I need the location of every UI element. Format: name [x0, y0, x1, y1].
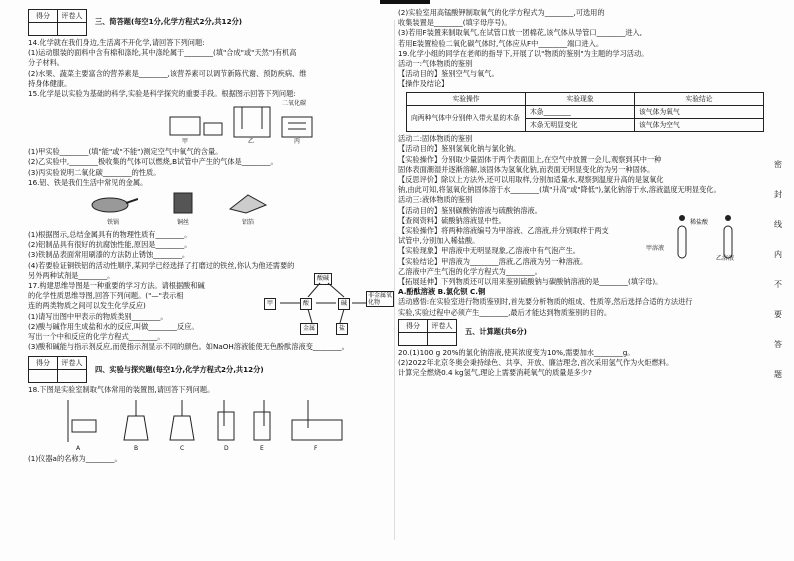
q16-figure	[88, 190, 394, 228]
table-header: 实验结论	[635, 92, 764, 105]
section3-header	[28, 9, 394, 36]
fig-label-c: C	[180, 444, 185, 452]
map-node-salt: 盐	[336, 323, 348, 335]
fig-label-wok: 铁锅	[106, 218, 119, 226]
q18-line: (1)仪器a的名称为________。	[28, 453, 122, 463]
seal-char: 答	[774, 340, 782, 349]
seal-char: 题	[774, 370, 782, 379]
q15-stem: 15.化学是以实验为基础的科学,实验是科学探究的重要手段。根据图示回答下列问题:	[28, 89, 296, 99]
right-column	[398, 8, 778, 379]
fig-label-co2: 二氧化碳	[282, 100, 307, 108]
score-box	[28, 356, 87, 383]
fig-label-b: B	[134, 444, 139, 452]
section5-header	[398, 319, 778, 346]
q19-line: 【拓展延伸】下列物质还可以用来鉴别硫酸钠与碳酸钠溶液的是________(填字母)。	[398, 277, 663, 287]
seal-char: 封	[774, 190, 782, 199]
q19-line: 【活动目的】鉴别氢氧化钠与氯化钠。	[398, 144, 521, 154]
q15-line: (1)甲实验________(填"能"或"不能")测定空气中氧气的含量。	[28, 147, 223, 157]
grader-label: 评卷人	[428, 319, 457, 332]
fig-label-bing: 丙	[294, 138, 301, 146]
q18-continued	[398, 8, 778, 49]
seal-char: 不	[774, 280, 782, 289]
section5-title: 五、计算题(共6分)	[465, 327, 527, 337]
q14-line: 分子材料。	[28, 58, 64, 68]
q19-activities	[398, 134, 778, 318]
q16-stem: 16.铝、铁是我们生活中常见的金属。	[28, 177, 148, 187]
map-node-metal: 金属	[300, 323, 318, 335]
q19-line: 【活动目的】鉴别碳酸钠溶液与硫酸钠溶液。	[398, 205, 542, 215]
q20	[398, 348, 778, 379]
q17-line: 17.构建思维导图是一种重要的学习方法。请根据酸和碱	[28, 281, 205, 291]
table-row	[407, 105, 764, 118]
q18-stem: 18.下图是实验室制取气体常用的装置图,请回答下列问题。	[28, 385, 215, 395]
left-column	[28, 8, 394, 464]
q14-line: (1)运动服装的面料中含有棉和涤纶,其中涤纶属于________(填"合成"或"天然")有机高	[28, 48, 297, 58]
section3-title: 三、简答题(每空1分,化学方程式2分,共12分)	[95, 17, 243, 27]
q18-apparatus-illustration	[58, 396, 358, 446]
q19-line: 活动三:液体物质的鉴别	[398, 195, 473, 205]
q15-questions	[28, 147, 394, 178]
q17-line: 写出一个中和反应的化学方程式________。	[28, 332, 165, 342]
fig-label-foil: 铝箔	[241, 218, 254, 226]
wok-figure	[88, 191, 138, 228]
fig-label-copper: 铜丝	[176, 218, 189, 226]
grader-cell[interactable]	[428, 332, 457, 345]
fig-label-yi: 乙	[248, 138, 255, 146]
q18-line: (3)若用F装置来制取氧气,在试管口放一团棉花,该气体从导管口________进入,	[398, 28, 642, 38]
score-label: 得分	[399, 319, 428, 332]
q14	[28, 38, 394, 89]
q17-line: (1)请写出图中甲表示的物质类别________。	[28, 311, 168, 321]
table-cell: 木条无明显变化	[526, 119, 635, 132]
score-box	[28, 9, 87, 36]
q19-line: 乙溶液中产生气泡的化学方程式为________。	[398, 266, 542, 276]
q16-line: (2)铝制品具有很好的抗腐蚀性能,原因是________。	[28, 240, 192, 250]
q19-line: 【查阅资料】硫酸钠溶液显中性。	[398, 215, 506, 225]
q15-line: (2)乙实验中,________极收集的气体可以燃烧,B试管中产生的气体是________。	[28, 157, 278, 167]
q18-figure	[58, 396, 394, 454]
q17-line: (3)酸和碱能与指示剂反应,而使指示剂显示不同的颜色。如NaOH溶液能使无色酚酞溶液变________。	[28, 342, 349, 352]
q19-line: 【实验操作】将两种溶液编号为甲溶液、乙溶液,并分别取样于两支	[398, 226, 609, 236]
test-tube-figure	[646, 212, 748, 263]
q17-line: 的化学性质思维导图,回答下列问题。("—"表示相	[28, 291, 184, 301]
page-top-mark	[380, 0, 430, 4]
q15-figure	[168, 99, 394, 147]
map-node-acid: 酸	[300, 298, 312, 310]
q20-line: (2)2022年北京冬奥会秉持绿色、共享、开放、廉洁理念,首次采用氢气作为火炬燃料。	[398, 358, 674, 368]
q19-line: 【活动目的】鉴别空气与氧气。	[398, 69, 499, 79]
grader-label: 评卷人	[58, 357, 87, 370]
section4-title: 四、实验与探究题(每空1分,化学方程式2分,共12分)	[95, 364, 264, 374]
fig-label-jia-solution: 甲溶液	[646, 245, 665, 253]
q19-line: 【操作及结论】	[398, 79, 449, 89]
q20-line: 20.(1)100 g 20%的氯化钠溶液,使其浓度变为10%,需要加水________g。	[398, 347, 635, 357]
copper-wire-figure	[168, 191, 198, 228]
score-box	[398, 319, 457, 346]
section4-header	[28, 356, 394, 383]
fig-label-e: E	[260, 444, 264, 452]
q19-line: 试管中,分别加入稀盐酸。	[398, 236, 480, 246]
q19-table	[406, 92, 764, 133]
seal-line-notice	[771, 150, 785, 390]
seal-char: 内	[774, 250, 782, 259]
q18-line: 若用E装置检验二氧化碳气体时,气体应从F中________端口进入。	[398, 38, 604, 48]
q14-line: (2)水果、蔬菜主要富含的营养素是________,该营养素可以调节新陈代谢、预防疾病、维	[28, 68, 307, 78]
table-cell[interactable]: 木条________	[526, 105, 635, 118]
score-label: 得分	[29, 10, 58, 23]
column-divider	[394, 20, 395, 540]
q19-line: 【实验操作】分别取少量固体于两个表面皿上,在空气中放置一会儿,观察到其中一种	[398, 154, 662, 164]
grader-cell[interactable]	[58, 23, 87, 36]
fig-label-d: D	[224, 444, 229, 452]
fig-label-yi-solution: 乙溶液	[716, 255, 735, 263]
seal-char: 要	[774, 310, 782, 319]
score-cell[interactable]	[29, 370, 58, 383]
grader-cell[interactable]	[58, 370, 87, 383]
score-cell[interactable]	[29, 23, 58, 36]
foil-figure	[228, 191, 268, 228]
q19-line: 活动一:气体物质的鉴别	[398, 59, 473, 69]
q17-line: 连的两类物质之间可以发生化学反应)	[28, 301, 146, 311]
score-label: 得分	[29, 357, 58, 370]
q16-line: 另外两种试剂是________。	[28, 270, 115, 280]
q19-line: 【实验结论】甲溶液为________溶液,乙溶液为另一种溶液。	[398, 256, 588, 266]
q19-line: 【实验现象】甲溶液中无明显现象,乙溶液中有气泡产生。	[398, 246, 580, 256]
q19-line: 实验,实验过程中必须产生________,最后才能达到物质鉴别的目的。	[398, 307, 612, 317]
score-cell[interactable]	[399, 332, 428, 345]
q14-line: 14.化学就在我们身边,生活离不开化学,请回答下列问题:	[28, 38, 205, 47]
q19-line: 固体表面潮湿并逐渐溶解,该固体为氢氧化钠,而表面无明显变化的为另一种固体。	[398, 164, 655, 174]
grader-label: 评卷人	[58, 10, 87, 23]
table-cell: 向两种气体中分别伸入带火星的木条	[407, 105, 526, 131]
q15-line: (3)丙实验说明二氧化碳________的性质。	[28, 167, 161, 177]
q20-line: 计算完全燃烧0.4 kg氢气,理论上需要消耗氧气的质量是多少?	[398, 368, 592, 378]
table-header: 实验现象	[526, 92, 635, 105]
wok-icon	[88, 191, 138, 215]
map-node-base: 碱	[338, 298, 350, 310]
fig-label-hcl: 稀盐酸	[690, 219, 709, 227]
seal-char: 线	[774, 220, 782, 229]
q16-line: (3)铁制品表面常用刷漆的方法防止锈蚀________。	[28, 250, 190, 260]
q19-options: A.酚酞溶液 B.氯化钡 C.铜	[398, 287, 486, 297]
q17-line: (2)酸与碱作用生成盐和水的反应,叫做________反应。	[28, 321, 199, 331]
acid-base-mind-map	[260, 273, 392, 339]
q16-line: (1)根据图示,总结金属具有的物理性质有________。	[28, 230, 192, 240]
q19-line: 19.化学小组的同学在老师的指导下,开展了以"物质的鉴别"为主题的学习活动。	[398, 48, 649, 58]
q16-line: (4)若要验证铜铁铝的活动性顺序,某同学已经选择了打磨过的铁丝,你认为他还需要的	[28, 260, 295, 270]
q19	[398, 49, 778, 90]
table-cell: 该气体为氧气	[635, 105, 764, 118]
table-cell: 该气体为空气	[635, 119, 764, 132]
map-node-jia: 甲	[264, 298, 276, 310]
fig-label-f: F	[314, 444, 318, 452]
seal-char: 密	[774, 160, 782, 169]
q19-line: 钠,由此可知,将氢氧化钠固体溶于水________(填"升高"或"降低"),氯化钠溶于水,溶液温度无明显变化。	[398, 185, 721, 195]
copper-wire-icon	[168, 191, 198, 215]
map-node-nonmetal-oxide: 非金属氧化物	[368, 292, 393, 307]
q14-line: 持身体健康。	[28, 78, 72, 88]
fig-label-a: A	[76, 444, 81, 452]
q18-line: 收集装置是________(填字母序号)。	[398, 18, 512, 28]
q19-line: 活动二:固体物质的鉴别	[398, 134, 473, 144]
fig-label-jia: 甲	[182, 138, 189, 146]
q19-line: 【反思评价】除以上方法外,还可以用取样,分别加适量水,观察到温度升高的是氢氧化	[398, 175, 664, 185]
q19-line: 活动感悟:在实验室进行物质鉴别时,首先要分析物质的组成、性质等,然后选择合适的方法进行	[398, 297, 693, 307]
map-node-indicator: 酸碱	[314, 273, 332, 285]
q18-line: (2)实验室用高锰酸钾制取氧气的化学方程式为________,可选用的	[398, 8, 605, 17]
aluminum-foil-icon	[228, 191, 268, 215]
table-header: 实验操作	[407, 92, 526, 105]
